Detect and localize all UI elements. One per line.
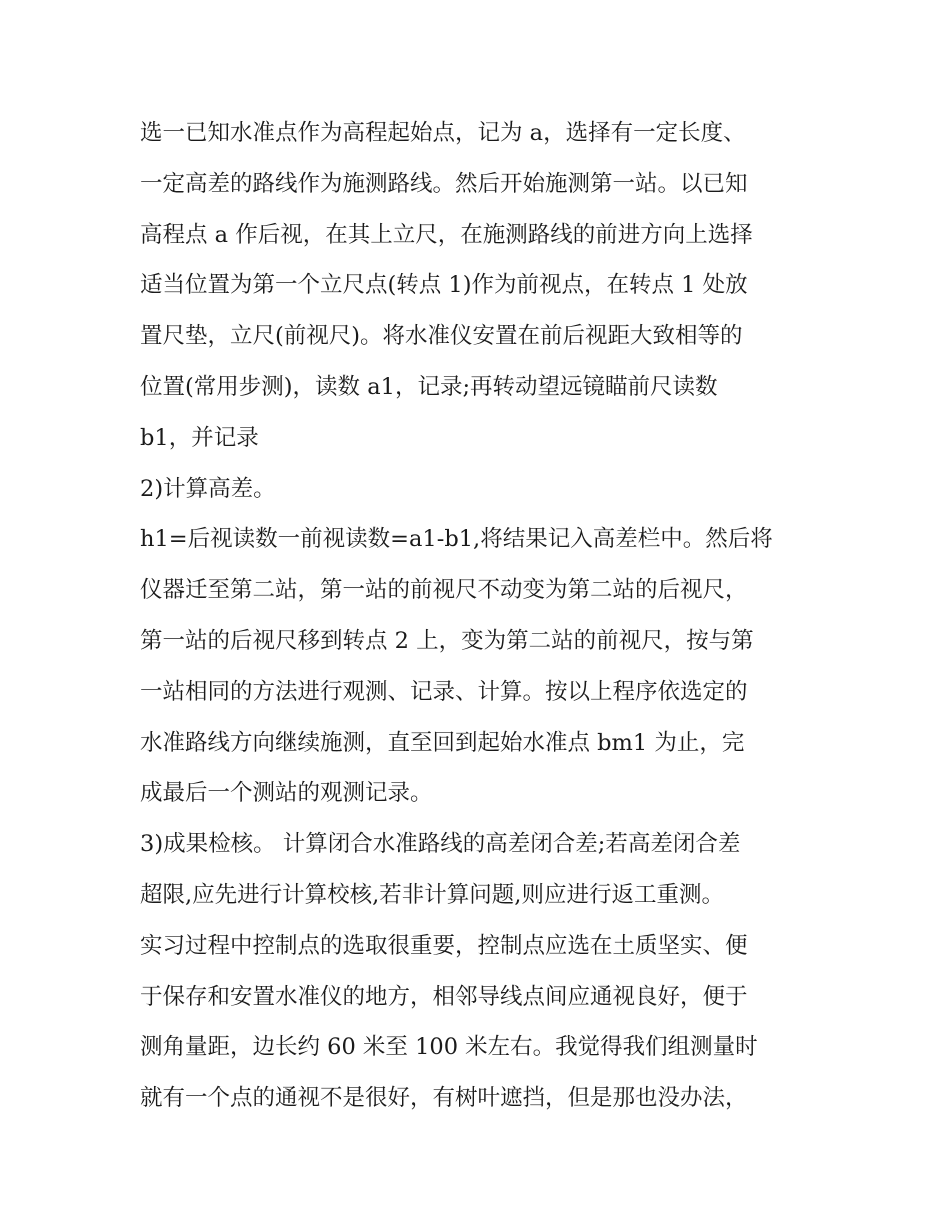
text-line: 就有一个点的通视不是很好，有树叶遮挡，但是那也没办法， bbox=[140, 1085, 748, 1112]
text-line: 置尺垫，立尺(前视尺)。将水准仪安置在前后视距大致相等的 bbox=[140, 323, 743, 350]
text-line: 水准路线方向继续施测，直至回到起始水准点 bm1 为止，完 bbox=[140, 729, 745, 756]
text-line: 超限,应先进行计算校核,若非计算问题,则应进行返工重测。 bbox=[140, 881, 724, 908]
text-line: 仪器迁至第二站，第一站的前视尺不动变为第二站的后视尺， bbox=[140, 577, 748, 604]
text-line: 一站相同的方法进行观测、记录、计算。按以上程序依选定的 bbox=[140, 678, 748, 705]
section-heading: 3)成果检核。 计算闭合水准路线的高差闭合差;若高差闭合差 bbox=[140, 831, 741, 858]
text-line: 位置(常用步测)，读数 a1，记录;再转动望远镜瞄前尺读数 bbox=[140, 373, 718, 400]
text-line: 选一已知水准点作为高程起始点，记为 a，选择有一定长度、 bbox=[140, 120, 746, 146]
text-line: 实习过程中控制点的选取很重要，控制点应选在土质坚实、便 bbox=[140, 932, 748, 959]
section-heading: 2)计算高差。 bbox=[140, 475, 276, 502]
text-line: 高程点 a 作后视，在其上立尺，在施测路线的前进方向上选择 bbox=[140, 221, 753, 248]
text-line: 第一站的后视尺移到转点 2 上，变为第二站的前视尺，按与第 bbox=[140, 627, 754, 654]
text-line: 成最后一个测站的观测记录。 bbox=[140, 780, 433, 807]
text-line: 于保存和安置水准仪的地方，相邻导线点间应通视良好，便于 bbox=[140, 983, 748, 1010]
text-line: b1，并记录 bbox=[140, 424, 259, 451]
text-line: 测角量距，边长约 60 米至 100 米左右。我觉得我们组测量时 bbox=[140, 1034, 758, 1061]
text-line: h1=后视读数一前视读数=a1-b1,将结果记入高差栏中。然后将 bbox=[140, 526, 773, 553]
text-line: 一定高差的路线作为施测路线。然后开始施测第一站。以已知 bbox=[140, 170, 748, 197]
text-line: 适当位置为第一个立尺点(转点 1)作为前视点，在转点 1 处放 bbox=[140, 272, 748, 299]
document-body bbox=[140, 108, 830, 1124]
